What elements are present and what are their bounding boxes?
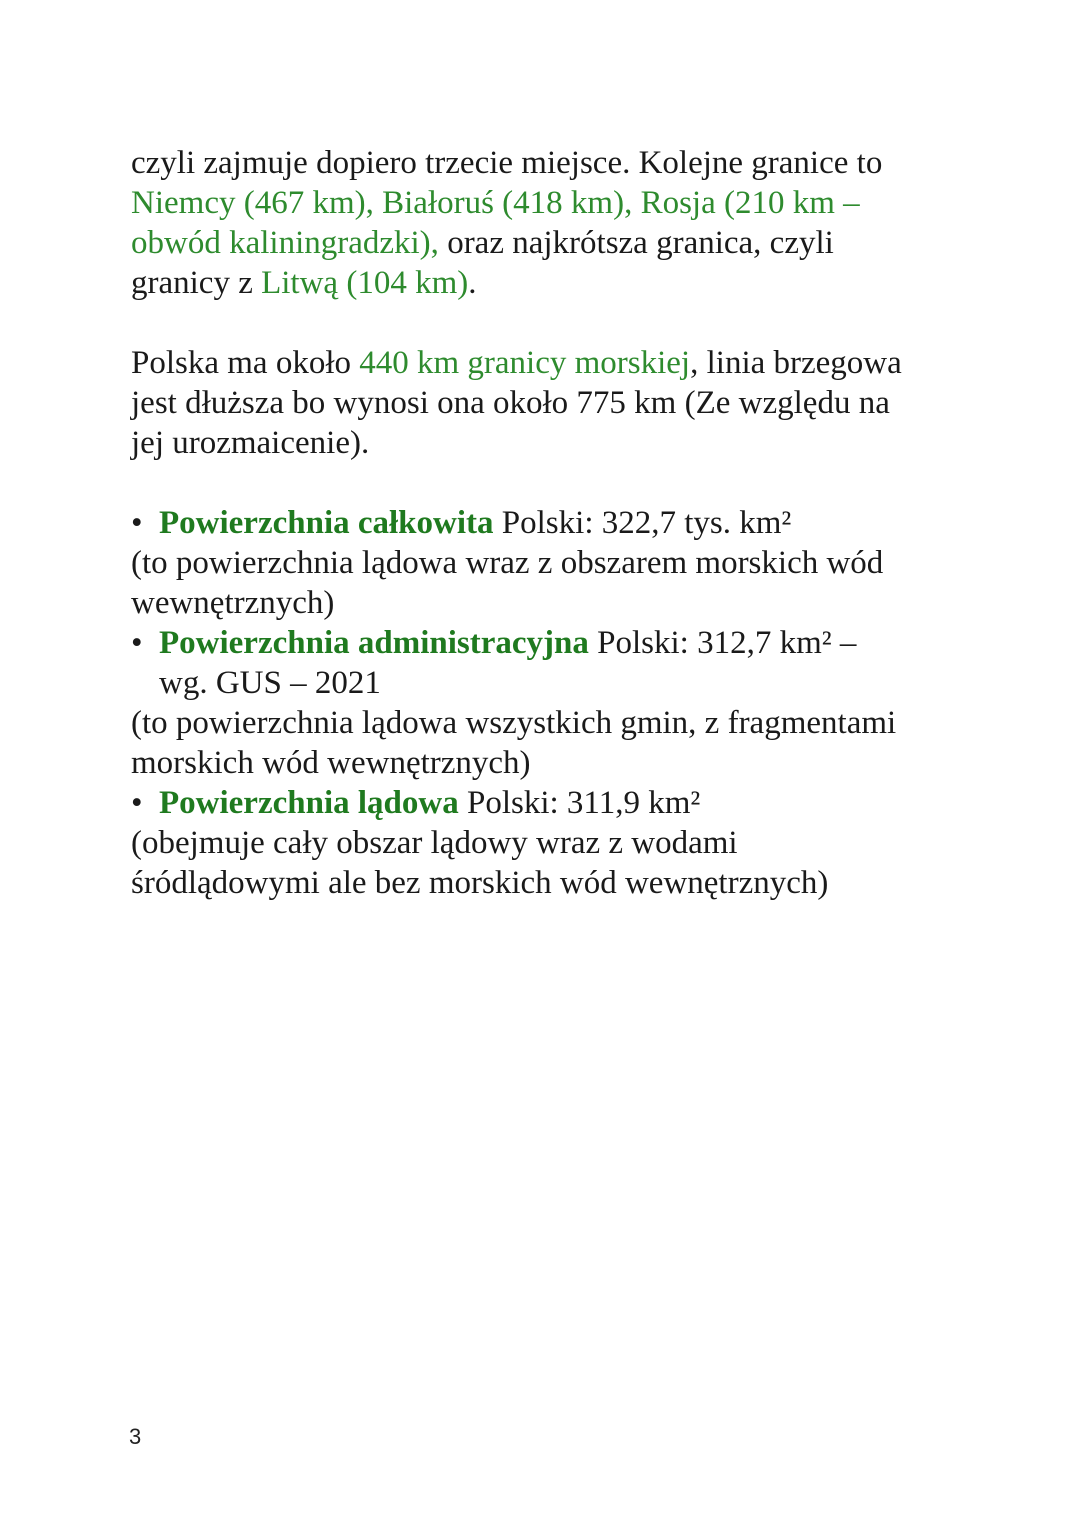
bullet-value: Polski: 312,7 km² –	[588, 625, 857, 661]
paragraph-gap	[131, 303, 951, 343]
bullet-note-line-2: śródlądowymi ale bez morskich wód wewnętrznych)	[131, 865, 829, 901]
kaliningrad-highlight: obwód kaliningradzki),	[131, 225, 439, 261]
list-item	[131, 623, 951, 783]
borders-line-4-start: granicy z	[131, 265, 262, 301]
bullet-value: Polski: 311,9 km²	[458, 785, 701, 821]
sea-line-1-rest: , linia brzegowa	[690, 345, 902, 381]
borders-line-1: czyli zajmuje dopiero trzecie miejsce. Kolejne granice to	[131, 145, 883, 181]
bullet-note	[131, 703, 951, 783]
bullet-note	[131, 823, 951, 903]
bullet-text	[159, 623, 951, 703]
borders-line-4-end: .	[468, 265, 477, 301]
bullet-line	[131, 783, 951, 823]
page-content	[131, 143, 951, 903]
bullet-note-line-1: (obejmuje cały obszar lądowy wraz z wodami	[131, 825, 738, 861]
bullet-icon: •	[131, 625, 143, 661]
bullet-term: Powierzchnia lądowa	[159, 785, 459, 821]
list-item	[131, 783, 951, 903]
bullet-note-line-2: morskich wód wewnętrznych)	[131, 745, 531, 781]
bullet-term: Powierzchnia administracyjna	[159, 625, 589, 661]
border-neighbors-highlight: Niemcy (467 km), Białoruś (418 km), Rosja (210 km –	[131, 185, 860, 221]
lithuania-highlight: Litwą (104 km)	[261, 265, 469, 301]
paragraph-gap	[131, 463, 951, 503]
bullet-line	[131, 503, 951, 543]
sea-line-2: jest dłuższa bo wynosi ona około 775 km (Ze względu na	[131, 385, 890, 421]
bullet-term: Powierzchnia całkowita	[159, 505, 494, 541]
bullet-icon: •	[131, 785, 143, 821]
sea-line-3: jej urozmaicenie).	[131, 425, 370, 461]
area-bullet-list	[131, 503, 951, 903]
bullet-note-line-2: wewnętrznych)	[131, 585, 335, 621]
bullet-note	[131, 543, 951, 623]
bullet-line	[131, 623, 951, 703]
bullet-text	[159, 783, 951, 823]
sea-border-paragraph	[131, 343, 951, 463]
bullet-note-line-1: (to powierzchnia lądowa wszystkich gmin, z fragmentami	[131, 705, 897, 741]
list-item	[131, 503, 951, 623]
bullet-text	[159, 503, 951, 543]
bullet-value-continued: wg. GUS – 2021	[159, 665, 381, 701]
bullet-icon: •	[131, 505, 143, 541]
borders-paragraph	[131, 143, 951, 303]
bullet-value: Polski: 322,7 tys. km²	[493, 505, 792, 541]
sea-border-highlight: 440 km granicy morskiej	[359, 345, 691, 381]
borders-line-3-rest: oraz najkrótsza granica, czyli	[438, 225, 834, 261]
sea-line-1-start: Polska ma około	[131, 345, 360, 381]
page-number: 3	[129, 1424, 142, 1449]
bullet-note-line-1: (to powierzchnia lądowa wraz z obszarem morskich wód	[131, 545, 884, 581]
